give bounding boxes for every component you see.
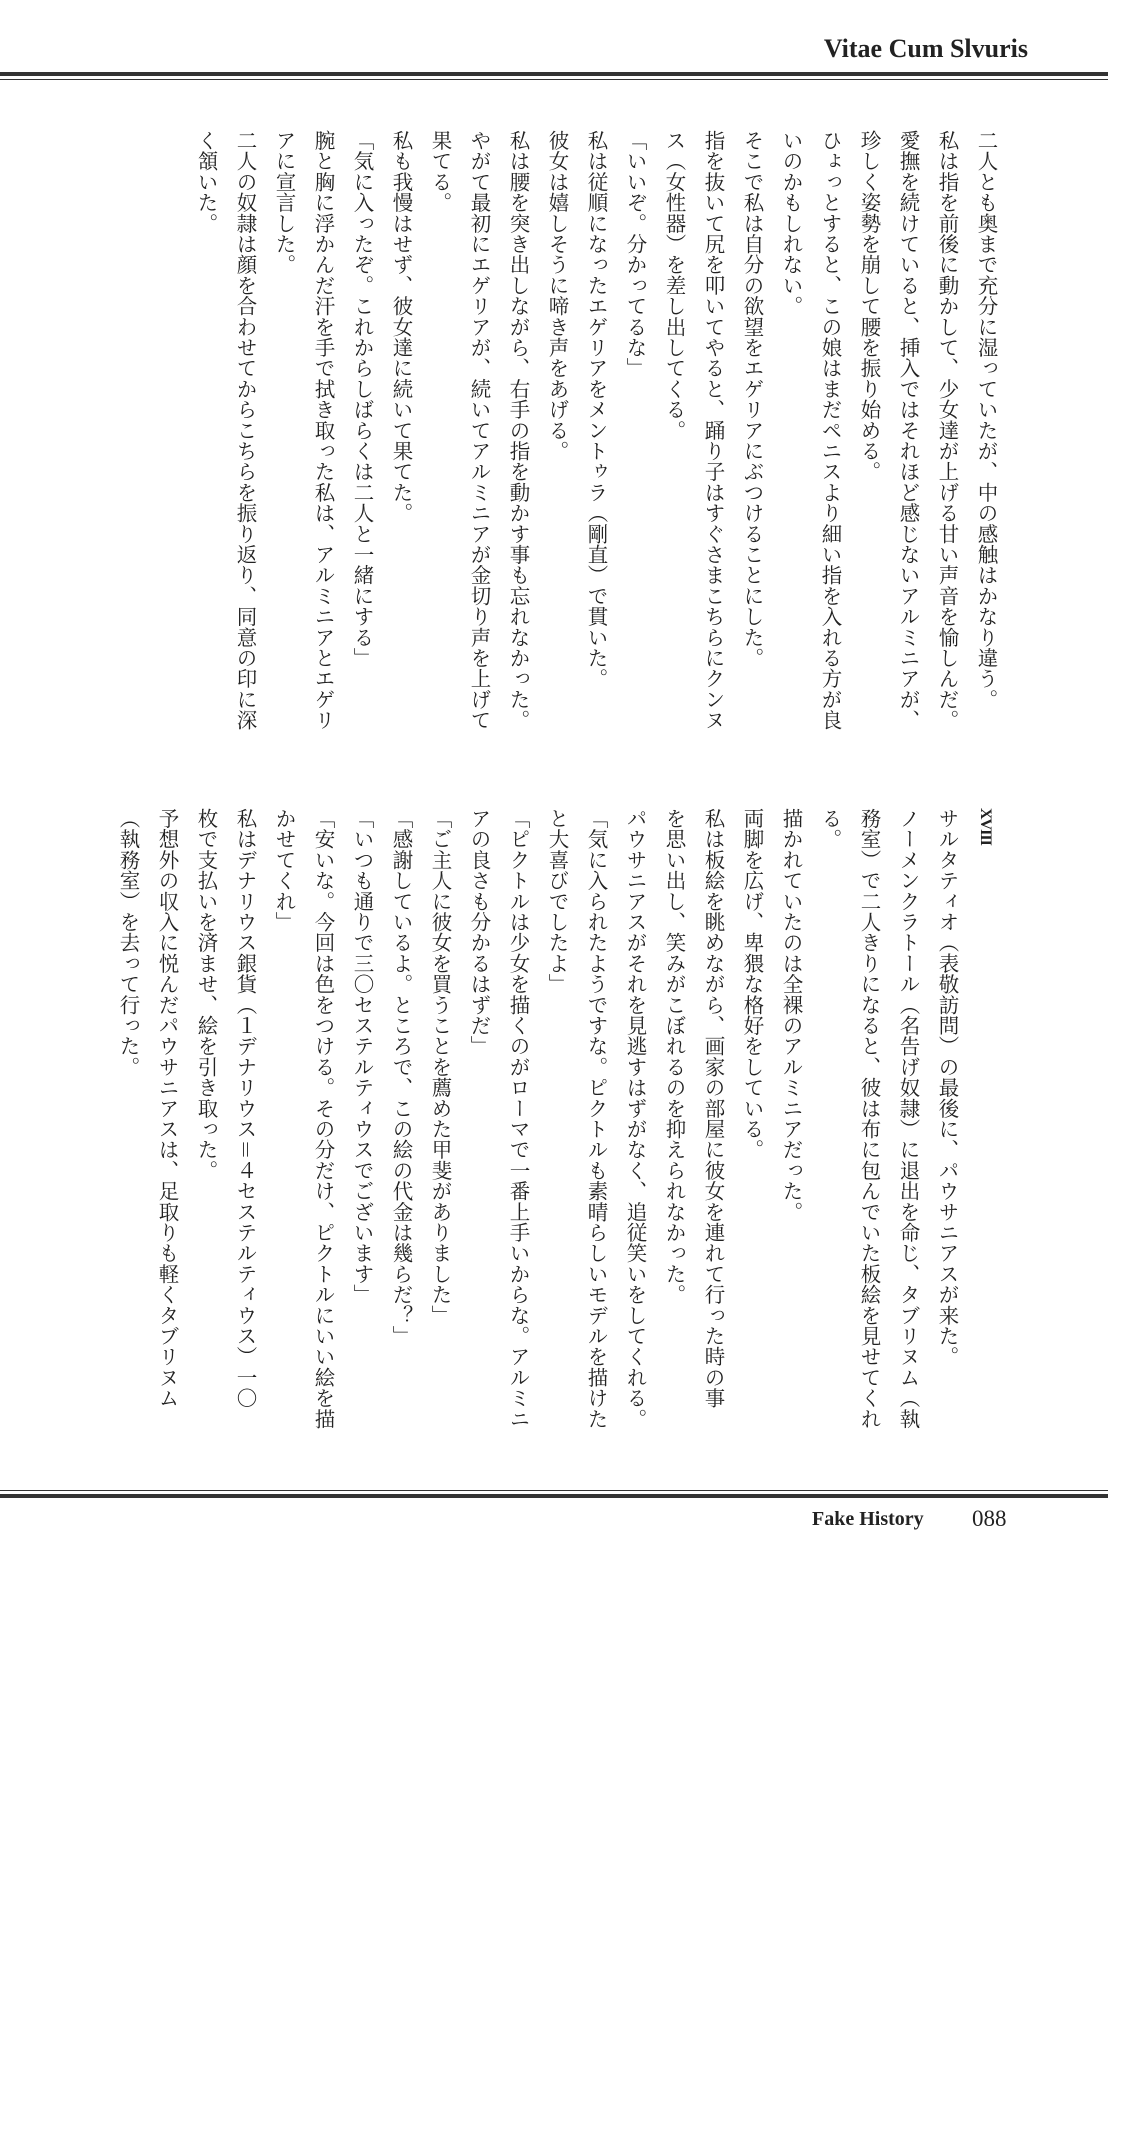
text-line: 「いつも通りで三〇セステルティウスでございます」 (350, 808, 374, 1305)
text-line: る。 (818, 808, 842, 850)
footer-title: Fake History (812, 1508, 924, 1530)
text-line: アの良さも分かるはずだ」 (467, 808, 491, 1057)
text-line: 彼女は嬉しそうに啼き声をあげる。 (545, 130, 569, 462)
text-line: 愛撫を続けていると、挿入ではそれほど感じないアルミニアが、 (896, 130, 920, 731)
section-heading: XVIII (977, 808, 994, 845)
footer-rule (0, 1490, 1108, 2130)
text-line: 珍しく姿勢を崩して腰を振り始める。 (857, 130, 881, 482)
text-line: ス（女性器）を差し出してくる。 (662, 130, 686, 441)
text-line: 私は板絵を眺めながら、画家の部屋に彼女を連れて行った時の事 (701, 808, 725, 1409)
body-text-upper (186, 130, 1005, 750)
text-line: 両脚を広げ、卑猥な格好をしている。 (740, 808, 764, 1160)
header-rule (0, 72, 1108, 80)
text-line: 私は指を前後に動かして、少女達が上げる甘い声音を愉しんだ。 (935, 130, 959, 731)
text-line: 私も我慢はせず、彼女達に続いて果てた。 (389, 130, 413, 524)
text-line: ひょっとすると、この娘はまだペニスより細い指を入れる方が良 (818, 130, 842, 731)
text-line: く頷いた。 (194, 130, 218, 234)
text-line: 腕と胸に浮かんだ汗を手で拭き取った私は、アルミニアとエゲリ (311, 130, 335, 731)
text-line: 「気に入ったぞ。これからしばらくは二人と一緒にする」 (350, 130, 374, 669)
body-text-lower (108, 808, 1005, 1448)
text-line: パウサニアスがそれを見逃すはずがなく、追従笑いをしてくれる。 (623, 808, 647, 1429)
text-line: 「いいぞ。分かってるな」 (623, 130, 647, 379)
running-header-title: Vitae Cum Slvuris (823, 34, 1028, 63)
text-line: サルタティオ（表敬訪問）の最後に、パウサニアスが来た。 (935, 808, 959, 1367)
text-line: いのかもしれない。 (779, 130, 803, 317)
text-line: 「安いな。今回は色をつける。その分だけ、ピクトルにいい絵を描 (311, 808, 335, 1429)
text-line: 「感謝しているよ。ところで、この絵の代金は幾らだ？」 (389, 808, 413, 1347)
text-line: 枚で支払いを済ませ、絵を引き取った。 (194, 808, 218, 1181)
text-line: 予想外の収入に悦んだパウサニアスは、足取りも軽くタブリヌム (155, 808, 179, 1409)
text-line: やがて最初にエゲリアが、続いてアルミニアが金切り声を上げて (467, 130, 491, 731)
text-line: を思い出し、笑みがこぼれるのを抑えられなかった。 (662, 808, 686, 1305)
text-line: アに宣言した。 (272, 130, 296, 275)
text-line: （執務室）を去って行った。 (116, 808, 140, 1078)
text-line: 私はデナリウス銀貨（１デナリウス＝４セステルティウス）一〇 (233, 808, 257, 1409)
text-line: ノーメンクラトール（名告げ奴隷）に退出を命じ、タブリヌム（執 (896, 808, 920, 1429)
text-line: 二人の奴隷は顔を合わせてからこちらを振り返り、同意の印に深 (233, 130, 257, 731)
text-line: かせてくれ」 (272, 808, 296, 933)
text-line: 果てる。 (428, 130, 452, 213)
text-line: 務室）で二人きりになると、彼は布に包んでいた板絵を見せてくれ (857, 808, 881, 1429)
text-line: 「ご主人に彼女を買うことを薦めた甲斐がありました」 (428, 808, 452, 1326)
text-line: そこで私は自分の欲望をエゲリアにぶつけることにした。 (740, 130, 764, 669)
text-line: と大喜びでしたよ」 (545, 808, 569, 995)
page-number: 088 (972, 1506, 1007, 1531)
text-line: 指を抜いて尻を叩いてやると、踊り子はすぐさまこちらにクンヌ (701, 130, 725, 731)
text-line: 二人とも奥まで充分に湿っていたが、中の感触はかなり違う。 (974, 130, 998, 710)
text-line: 描かれていたのは全裸のアルミニアだった。 (779, 808, 803, 1222)
text-line: 「気に入られたようですな。ピクトルも素晴らしいモデルを描けた (584, 808, 608, 1429)
text-line: 私は腰を突き出しながら、右手の指を動かす事も忘れなかった。 (506, 130, 530, 731)
text-line: 「ピクトルは少女を描くのがローマで一番上手いからな。アルミニ (506, 808, 530, 1429)
text-line: 私は従順になったエゲリアをメントゥラ（剛直）で貫いた。 (584, 130, 608, 689)
